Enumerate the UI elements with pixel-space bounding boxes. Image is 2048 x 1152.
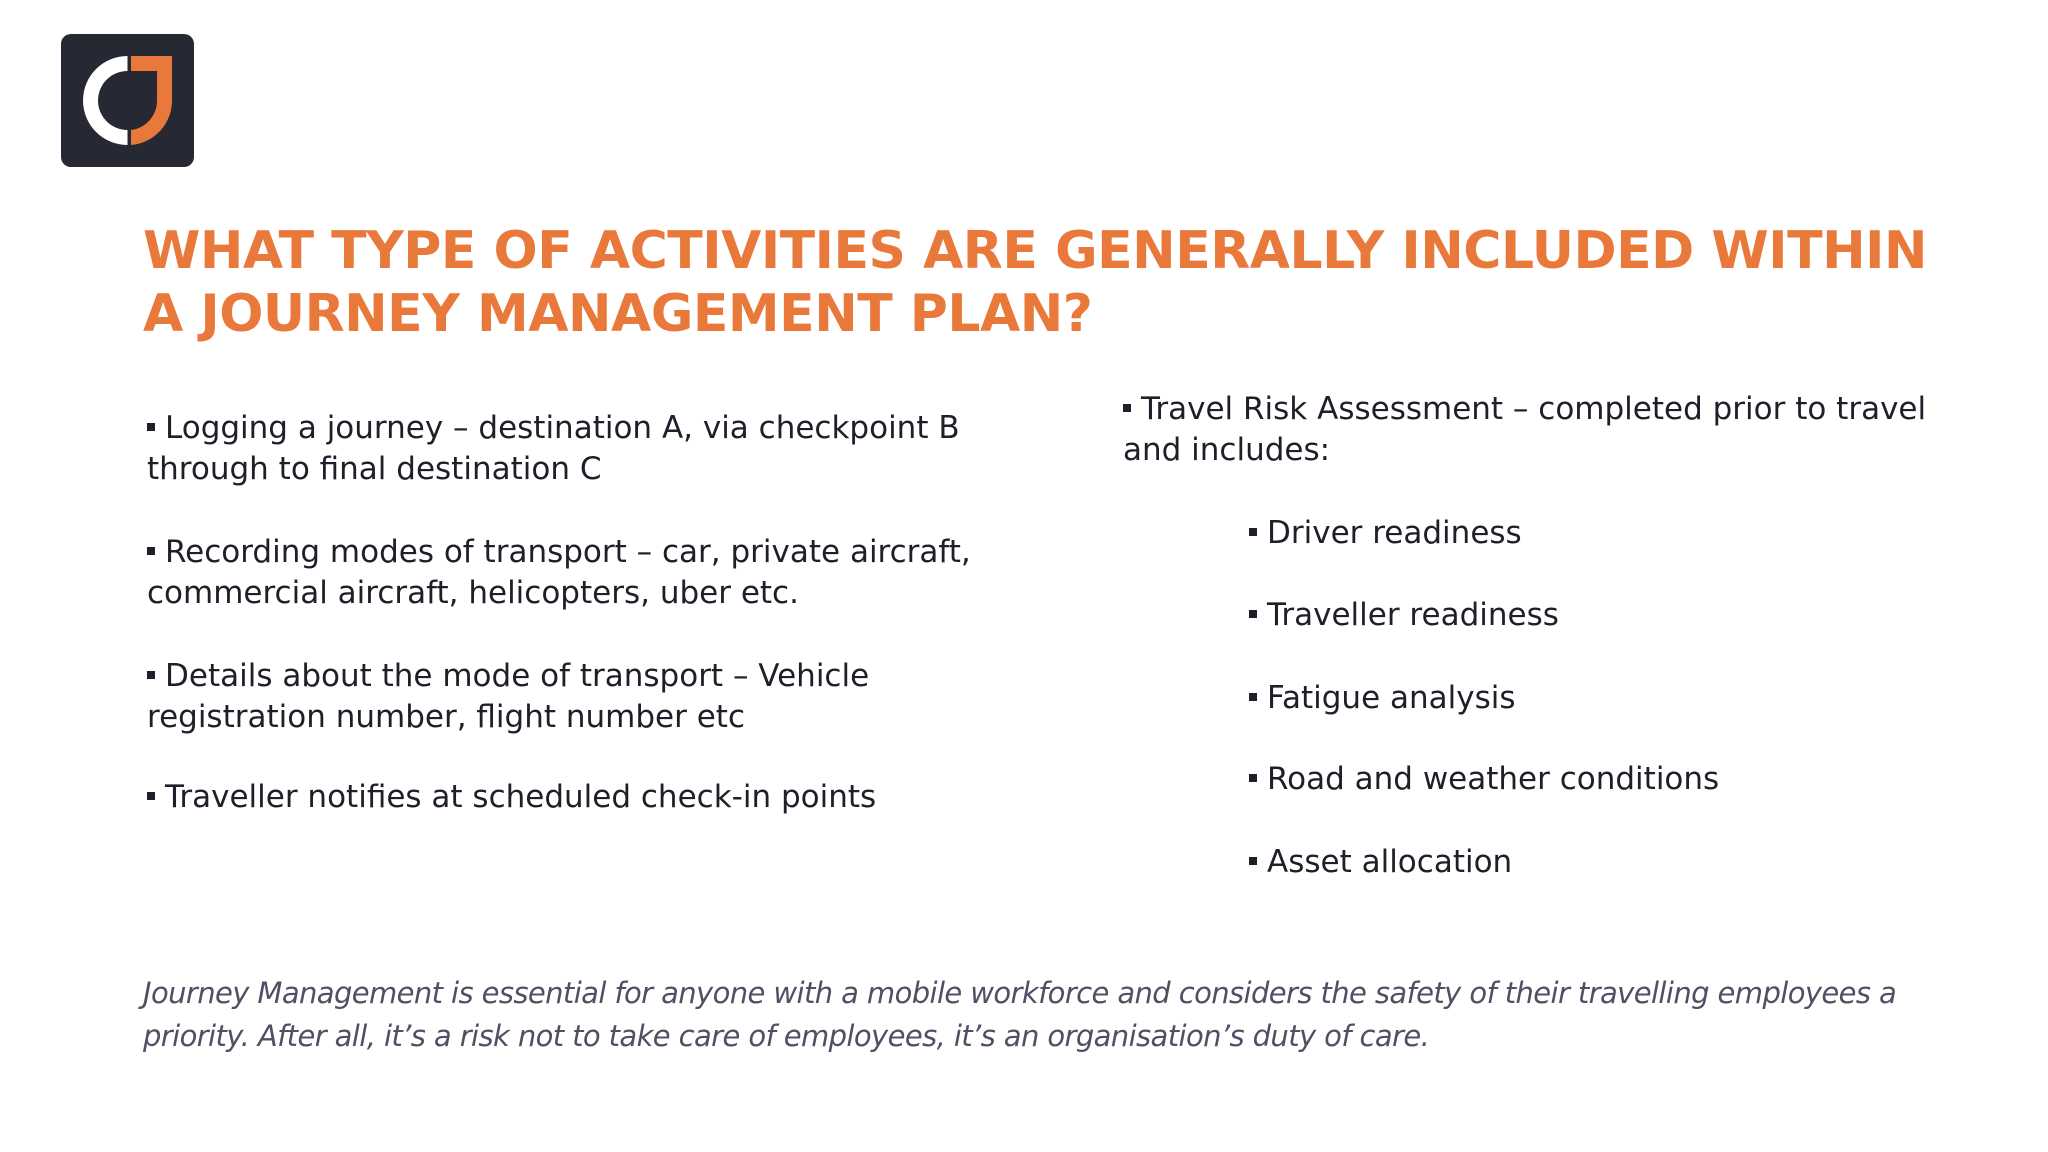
bullet-icon [147, 423, 155, 431]
brand-logo [61, 34, 194, 167]
bullet-icon [147, 671, 155, 679]
list-item: Asset allocation [1249, 842, 1512, 883]
bullet-icon [147, 547, 155, 555]
list-item: Traveller notifies at scheduled check-in points [147, 777, 977, 818]
bullet-icon [1123, 404, 1131, 412]
list-item: Driver readiness [1249, 513, 1522, 554]
list-item: Fatigue analysis [1249, 678, 1516, 719]
bullet-icon [147, 792, 155, 800]
bullet-icon [1249, 693, 1257, 701]
list-item: Road and weather conditions [1249, 759, 1719, 800]
bullet-icon [1249, 610, 1257, 618]
list-item: Traveller readiness [1249, 595, 1559, 636]
risk-assessment-intro: Travel Risk Assessment – completed prior to travel and includes: [1123, 391, 1927, 468]
bullet-icon [1249, 528, 1257, 536]
bullet-icon [1249, 774, 1257, 782]
page-title: WHAT TYPE OF ACTIVITIES ARE GENERALLY INCLUDED WITHIN A JOURNEY MANAGEMENT PLAN? [143, 221, 1927, 344]
list-item: Details about the mode of transport – Vehicle registration number, flight number etc [147, 658, 870, 735]
list-item: Logging a journey – destination A, via checkpoint B through to final destination C [147, 410, 960, 487]
journey-logo-icon [61, 34, 194, 167]
list-item: Recording modes of transport – car, private aircraft, commercial aircraft, helicopters, uber etc. [147, 534, 971, 611]
footer-note: Journey Management is essential for anyone with a mobile workforce and considers the safety of their travelling employees a priority. After all, it’s a risk not to take care of employees, it’s an organisation’s duty of care. [143, 976, 1897, 1053]
bullet-icon [1249, 857, 1257, 865]
